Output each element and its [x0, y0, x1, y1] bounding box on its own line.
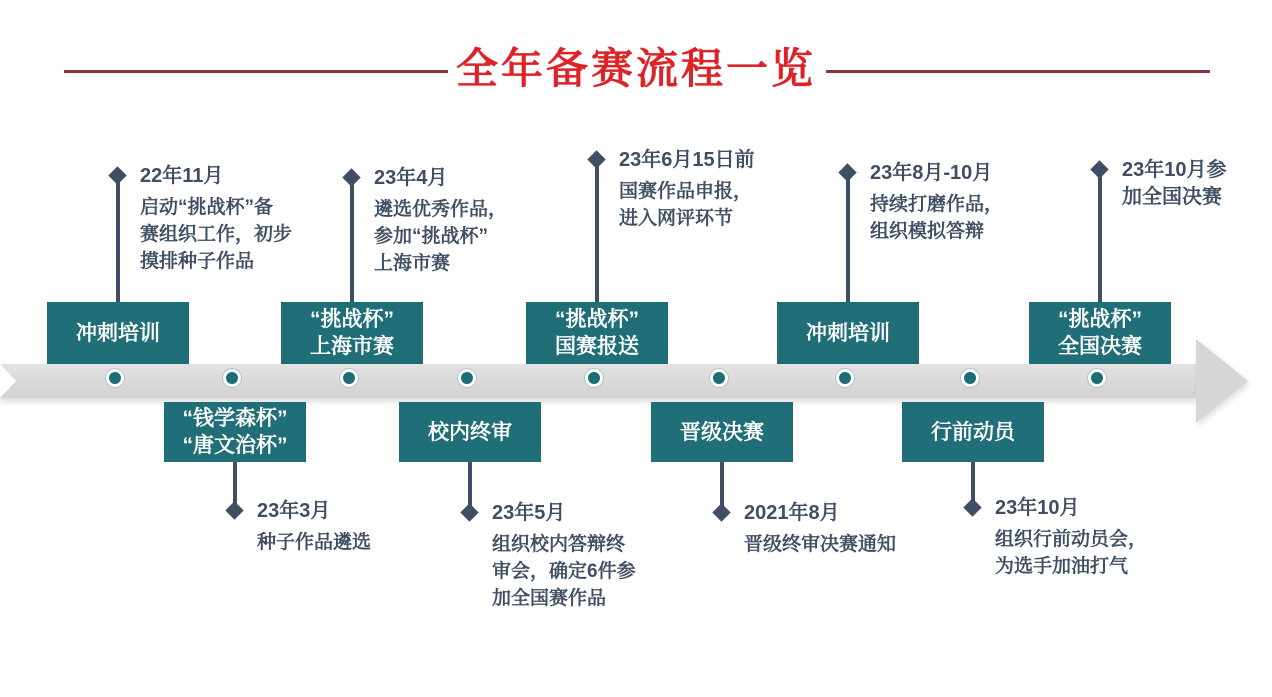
stage-label: 晋级决赛	[680, 420, 764, 444]
callout-desc: 晋级终审决赛通知	[744, 534, 897, 555]
callout-desc: 遴选优秀作品，	[374, 199, 508, 220]
timeline-node-icon	[585, 369, 603, 387]
timeline-start-notch-icon	[0, 364, 16, 398]
diamond-marker-icon	[342, 168, 360, 186]
callout-date: 23年10月	[995, 497, 1080, 519]
diamond-marker-icon	[838, 163, 856, 181]
callout-2021-08	[744, 500, 896, 558]
callout-date: 23年6月15日前	[619, 149, 755, 171]
callout-date: 23年3月	[257, 500, 331, 522]
callout-2023-03	[257, 498, 371, 556]
stage-label: 校内终审	[428, 420, 512, 444]
callout-desc: 组织行前动员会，	[995, 529, 1148, 550]
stage-label: “挑战杯”	[555, 308, 639, 331]
callout-desc: 为选手加油打气	[995, 556, 1129, 577]
diamond-marker-icon	[460, 503, 478, 521]
callout-desc: 上海市赛	[374, 253, 451, 274]
callout-desc: 持续打磨作品，	[870, 194, 1004, 215]
diamond-marker-icon	[1090, 160, 1108, 178]
stage-label: “钱学森杯”	[182, 407, 288, 430]
stage-box-national-submission	[526, 302, 668, 364]
timeline-arrowhead-icon	[1196, 339, 1248, 423]
diamond-marker-icon	[963, 498, 981, 516]
stage-label: 国赛报送	[555, 335, 639, 358]
stage-box-campus-final-review	[399, 402, 541, 462]
callout-2023-06-15	[619, 147, 755, 232]
callout-2023-10	[995, 495, 1147, 580]
stage-label: 冲刺培训	[76, 321, 160, 345]
timeline-node-icon	[1088, 369, 1106, 387]
timeline-node-icon	[961, 369, 979, 387]
callout-2023-10-finals	[1122, 157, 1227, 211]
stage-box-national-finals	[1029, 302, 1171, 364]
callout-desc: 组织校内答辩终	[492, 534, 626, 555]
callout-desc: 赛组织工作，初步	[140, 224, 293, 245]
stage-label: 上海市赛	[310, 335, 394, 358]
stage-box-advance-to-finals	[651, 402, 793, 462]
connector-line	[116, 176, 120, 302]
callout-desc: 组织模拟答辩	[870, 221, 985, 242]
callout-desc: 启动“挑战杯”备	[140, 197, 274, 218]
stage-label: 全国决赛	[1058, 335, 1142, 358]
diamond-marker-icon	[587, 150, 605, 168]
stage-label: 冲刺培训	[806, 321, 890, 345]
callout-desc: 种子作品遴选	[257, 532, 372, 553]
stage-box-shanghai-city-contest	[281, 302, 423, 364]
callout-desc: 摸排种子作品	[140, 251, 255, 272]
connector-line	[595, 160, 599, 302]
callout-desc: 审会，确定6件参	[492, 561, 636, 582]
callout-2023-05	[492, 500, 636, 612]
callout-2023-08-10	[870, 160, 1003, 245]
stage-label: “挑战杯”	[310, 308, 394, 331]
stage-label: “挑战杯”	[1058, 308, 1142, 331]
timeline-node-icon	[710, 369, 728, 387]
timeline-node-icon	[836, 369, 854, 387]
page-title: 全年备赛流程一览	[455, 45, 816, 92]
callout-date: 23年8月-10月	[870, 162, 993, 184]
timeline-node-icon	[340, 369, 358, 387]
connector-line	[846, 173, 850, 302]
callout-date: 加全国决赛	[1122, 186, 1222, 208]
stage-box-sprint-training-2	[777, 302, 919, 364]
callout-date: 23年10月参	[1122, 159, 1227, 181]
callout-2023-04	[374, 165, 507, 277]
title-rule-right	[826, 70, 1210, 73]
timeline-node-icon	[223, 369, 241, 387]
stage-box-sprint-training-1	[47, 302, 189, 364]
stage-box-pre-departure-mobilization	[902, 402, 1044, 462]
connector-line	[350, 178, 354, 302]
stage-label: 行前动员	[931, 420, 1015, 444]
stage-box-qianxuesen-tangwenzhi-cups	[164, 402, 306, 462]
diamond-marker-icon	[225, 501, 243, 519]
callout-desc: 加全国赛作品	[492, 588, 607, 609]
diamond-marker-icon	[108, 166, 126, 184]
callout-date: 23年4月	[374, 167, 448, 189]
callout-date: 2021年8月	[744, 502, 840, 524]
callout-desc: 参加“挑战杯”	[374, 226, 489, 247]
callout-desc: 进入网评环节	[619, 208, 734, 229]
callout-date: 22年11月	[140, 165, 224, 187]
timeline-node-icon	[106, 369, 124, 387]
diamond-marker-icon	[712, 503, 730, 521]
timeline-node-icon	[458, 369, 476, 387]
callout-desc: 国赛作品申报，	[619, 181, 753, 202]
callout-date: 23年5月	[492, 502, 566, 524]
stage-label: “唐文治杯”	[182, 434, 288, 457]
callout-2022-11	[140, 163, 292, 275]
connector-line	[1098, 170, 1102, 302]
